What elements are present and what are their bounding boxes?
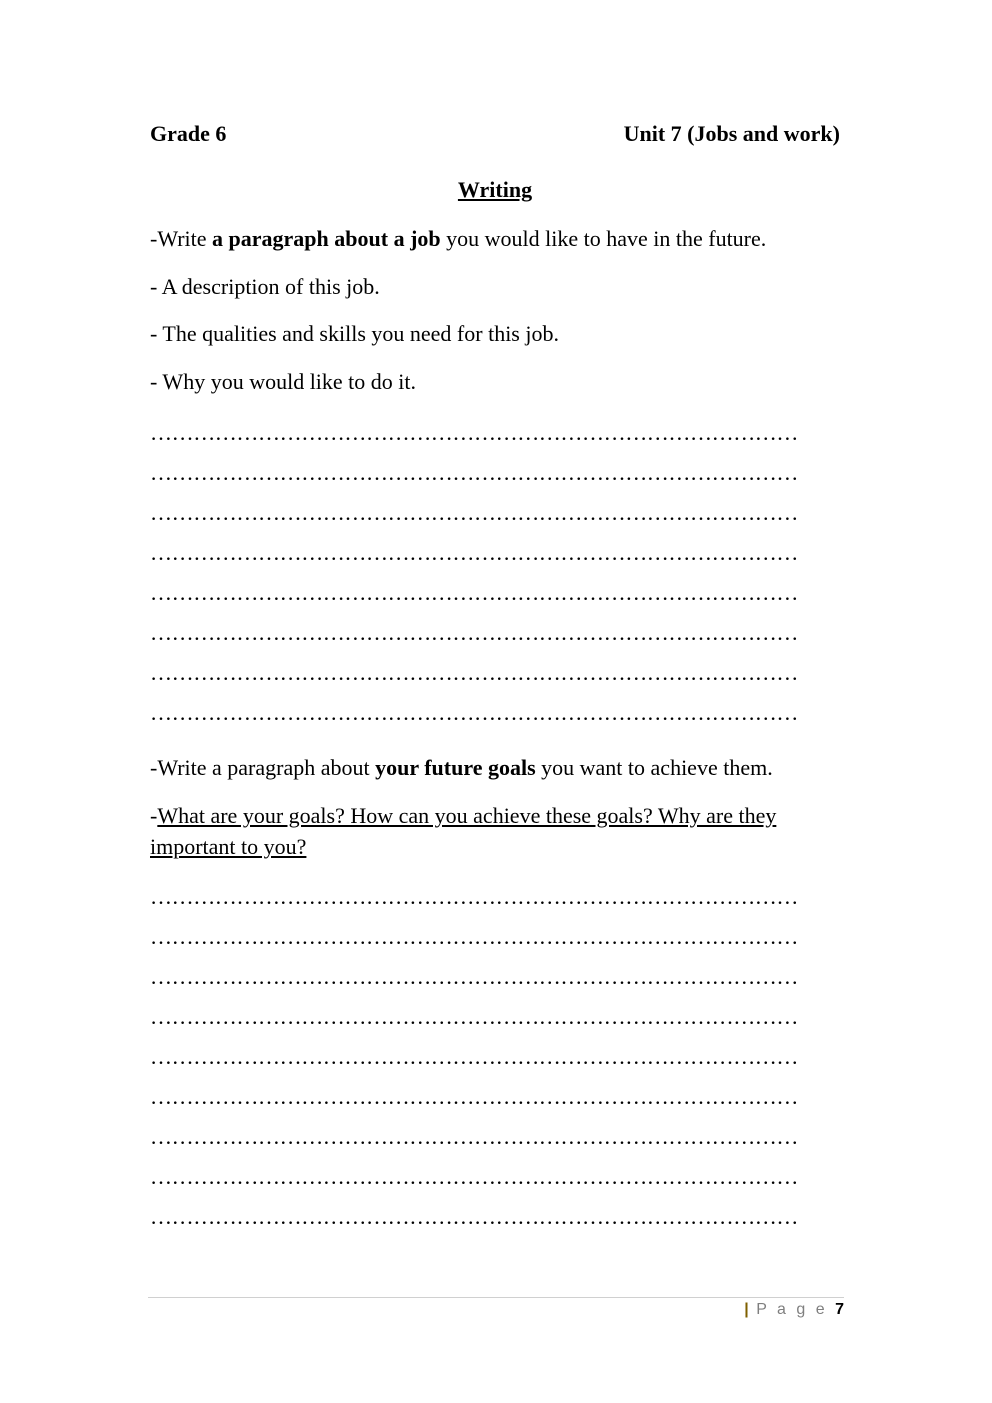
answer-line[interactable]: ……………………………………………………………………………… <box>150 500 799 525</box>
answer-line[interactable]: ……………………………………………………………………………… <box>150 1124 799 1149</box>
answer-line[interactable]: ……………………………………………………………………………… <box>150 1204 799 1229</box>
answer-line[interactable]: ……………………………………………………………………………… <box>150 1004 799 1029</box>
answer-line[interactable]: ……………………………………………………………………………… <box>150 420 799 445</box>
page-footer <box>744 1301 844 1319</box>
answer-line[interactable]: ……………………………………………………………………………… <box>150 1164 799 1189</box>
unit-label: Unit 7 (Jobs and work) <box>623 121 840 146</box>
goals-paragraph-instruction <box>150 753 840 783</box>
answer-line[interactable]: ……………………………………………………………………………… <box>150 924 799 949</box>
answer-line[interactable]: ……………………………………………………………………………… <box>150 884 799 909</box>
instruction-prefix: -Write <box>150 226 213 251</box>
answer-line[interactable]: ……………………………………………………………………………… <box>150 460 799 485</box>
instruction-suffix: you want to achieve them. <box>535 755 773 780</box>
answer-line[interactable]: ……………………………………………………………………………… <box>150 1084 799 1109</box>
instruction-suffix: you would like to have in the future. <box>440 226 767 251</box>
answer-line[interactable]: ……………………………………………………………………………… <box>150 620 799 645</box>
answer-line[interactable]: ……………………………………………………………………………… <box>150 580 799 605</box>
bullet-why: - Why you would like to do it. <box>150 369 417 394</box>
job-paragraph-instruction <box>150 224 840 254</box>
grade-label: Grade 6 <box>150 121 227 146</box>
answer-line[interactable]: ……………………………………………………………………………… <box>150 964 799 989</box>
goals-questions <box>150 800 830 862</box>
instruction-bold: a paragraph about a job <box>212 226 441 251</box>
instruction-bold: your future goals <box>375 755 536 780</box>
answer-line[interactable]: ……………………………………………………………………………… <box>150 540 799 565</box>
bullet-qualities: - The qualities and skills you need for this job. <box>150 321 559 346</box>
footer-separator: | <box>744 1301 749 1318</box>
questions-text: What are your goals? How can you achieve these goals? Why are they important to you? <box>150 803 777 859</box>
bullet-description: - A description of this job. <box>150 274 380 299</box>
instruction-prefix: -Write a paragraph about <box>150 755 376 780</box>
answer-line[interactable]: ……………………………………………………………………………… <box>150 660 799 685</box>
page-header <box>150 121 840 151</box>
answer-line[interactable]: ……………………………………………………………………………… <box>150 700 799 725</box>
footer-page-word: P a g e <box>748 1301 836 1318</box>
footer-divider <box>148 1297 844 1298</box>
page-number: 7 <box>835 1301 844 1318</box>
questions-dash: - <box>150 803 158 828</box>
answer-line[interactable]: ……………………………………………………………………………… <box>150 1044 799 1069</box>
section-title: Writing <box>457 177 533 202</box>
